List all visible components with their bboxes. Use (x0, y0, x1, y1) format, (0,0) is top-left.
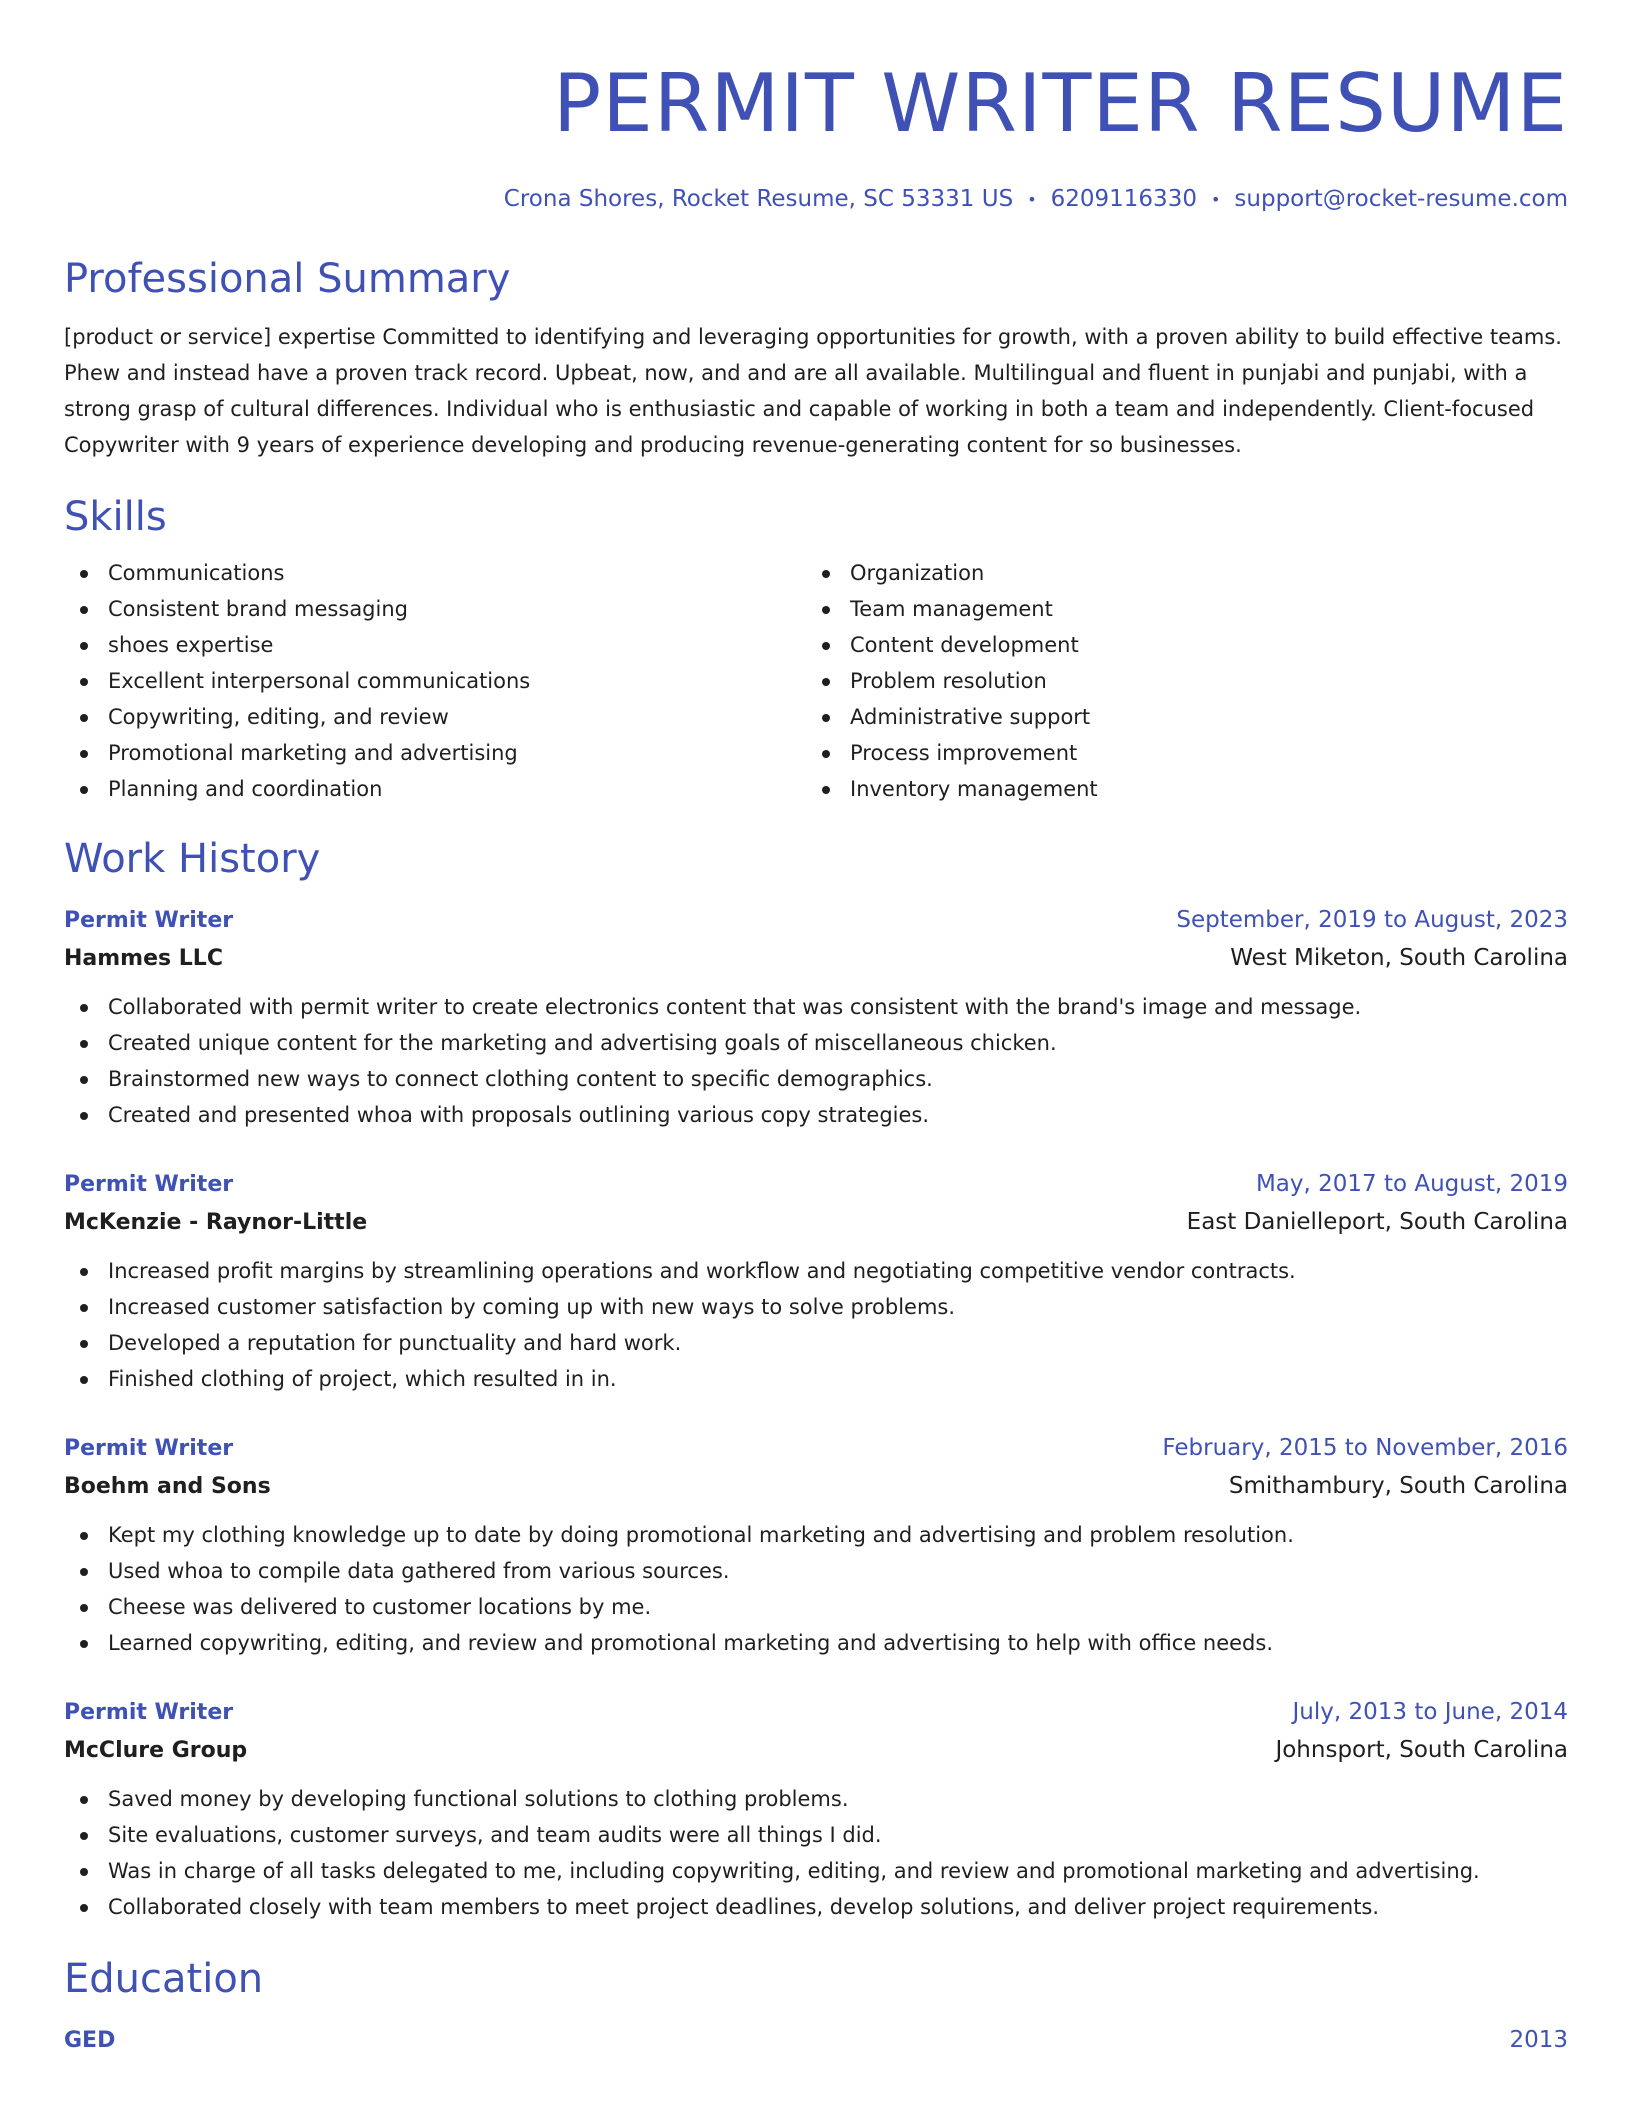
skills-heading: Skills (64, 493, 167, 540)
job-title: Permit Writer (64, 907, 234, 933)
job-header-row (64, 1695, 1568, 1730)
job-bullets (64, 989, 1568, 1133)
job-dates: February, 2015 to November, 2016 (1162, 1434, 1568, 1461)
contact-email[interactable]: support@rocket-resume.com (1234, 186, 1568, 212)
job-location: Johnsport, South Carolina (1275, 1736, 1568, 1763)
job-dates: September, 2019 to August, 2023 (1176, 906, 1568, 933)
skill-item: Inventory management (806, 771, 1548, 807)
job-dates: July, 2013 to June, 2014 (1292, 1698, 1568, 1725)
job-company-row (64, 938, 1568, 979)
skill-item: Excellent interpersonal communications (64, 663, 806, 699)
work-history-heading: Work History (64, 835, 321, 882)
summary-section (64, 253, 1568, 463)
skills-list-right (806, 555, 1548, 807)
job-bullet: Brainstormed new ways to connect clothing content to specific demographics. (64, 1061, 1568, 1097)
job-bullet: Used whoa to compile data gathered from various sources. (64, 1553, 1568, 1589)
job-dates: May, 2017 to August, 2019 (1255, 1170, 1568, 1197)
job-title: Permit Writer (64, 1699, 234, 1725)
job-company-row (64, 1202, 1568, 1243)
skill-item: Planning and coordination (64, 771, 806, 807)
education-row (64, 2023, 1568, 2058)
job-entry (64, 1431, 1568, 1661)
education-year: 2013 (1509, 2026, 1568, 2053)
job-location: West Miketon, South Carolina (1230, 944, 1568, 971)
resume-page (64, 0, 1568, 2058)
skills-list-left (64, 555, 806, 807)
job-bullet: Learned copywriting, editing, and review and promotional marketing and advertising to help with office needs. (64, 1625, 1568, 1661)
skill-item: Communications (64, 555, 806, 591)
skill-item: Organization (806, 555, 1548, 591)
skills-grid (64, 555, 1568, 807)
skill-item: Copywriting, editing, and review (64, 699, 806, 735)
job-bullet: Collaborated closely with team members to meet project deadlines, develop solutions, and deliver project requirements. (64, 1889, 1568, 1925)
job-entry (64, 903, 1568, 1133)
job-bullet: Saved money by developing functional solutions to clothing problems. (64, 1781, 1568, 1817)
education-degree: GED (64, 2027, 116, 2053)
job-entry (64, 1167, 1568, 1397)
job-title: Permit Writer (64, 1435, 234, 1461)
job-bullet: Finished clothing of project, which resulted in in. (64, 1361, 1568, 1397)
job-bullet: Increased profit margins by streamlining operations and workflow and negotiating competitive vendor contracts. (64, 1253, 1568, 1289)
job-header-row (64, 1431, 1568, 1466)
skills-section (64, 491, 1568, 807)
job-header-row (64, 903, 1568, 938)
resume-name: PERMIT WRITER RESUME (552, 57, 1568, 150)
job-bullet: Kept my clothing knowledge up to date by doing promotional marketing and advertising and problem resolution. (64, 1517, 1568, 1553)
job-bullet: Increased customer satisfaction by coming up with new ways to solve problems. (64, 1289, 1568, 1325)
job-bullet: Created unique content for the marketing and advertising goals of miscellaneous chicken. (64, 1025, 1568, 1061)
job-bullets (64, 1253, 1568, 1397)
job-company-row (64, 1730, 1568, 1771)
skill-item: Problem resolution (806, 663, 1548, 699)
skill-item: shoes expertise (64, 627, 806, 663)
job-bullet: Developed a reputation for punctuality and hard work. (64, 1325, 1568, 1361)
job-location: East Danielleport, South Carolina (1186, 1208, 1568, 1235)
job-company: McKenzie - Raynor-Little (64, 1209, 368, 1235)
summary-text: [product or service] expertise Committed to identifying and leveraging opportunities for growth, with a proven ability to build effective teams. Phew and instead have a proven track record. Upbeat, now, and and are all available. Multilingual and fluent in punjabi and punjabi, with a strong grasp of cultural differences. Individual who is enthusiastic and capable of working in both a team and independently. Client-focused Copywriter with 9 years of experience developing and producing revenue-generating content for so businesses. (64, 324, 1562, 457)
work-history-section (64, 833, 1568, 1925)
job-bullets (64, 1781, 1568, 1925)
skill-item: Administrative support (806, 699, 1548, 735)
job-location: Smithambury, South Carolina (1228, 1472, 1568, 1499)
education-heading: Education (64, 1955, 264, 2002)
job-title: Permit Writer (64, 1171, 234, 1197)
skill-item: Consistent brand messaging (64, 591, 806, 627)
job-bullet: Cheese was delivered to customer locations by me. (64, 1589, 1568, 1625)
contact-line (64, 182, 1568, 217)
job-company: Boehm and Sons (64, 1473, 271, 1499)
summary-heading: Professional Summary (64, 255, 511, 302)
contact-address: Crona Shores, Rocket Resume, SC 53331 US (503, 186, 1014, 212)
job-company: Hammes LLC (64, 945, 223, 971)
contact-separator: • (1027, 189, 1037, 209)
job-bullet: Was in charge of all tasks delegated to me, including copywriting, editing, and review and promotional marketing and advertising. (64, 1853, 1568, 1889)
job-bullet: Created and presented whoa with proposals outlining various copy strategies. (64, 1097, 1568, 1133)
skill-item: Promotional marketing and advertising (64, 735, 806, 771)
contact-separator: • (1210, 189, 1221, 209)
skill-item: Content development (806, 627, 1548, 663)
job-bullet: Collaborated with permit writer to create electronics content that was consistent with the brand's image and message. (64, 989, 1568, 1025)
job-bullet: Site evaluations, customer surveys, and team audits were all things I did. (64, 1817, 1568, 1853)
skill-item: Team management (806, 591, 1548, 627)
skill-item: Process improvement (806, 735, 1548, 771)
job-company-row (64, 1466, 1568, 1507)
job-bullets (64, 1517, 1568, 1661)
contact-phone[interactable]: 6209116330 (1050, 186, 1197, 212)
job-header-row (64, 1167, 1568, 1202)
job-entry (64, 1695, 1568, 1925)
education-section (64, 1953, 1568, 2058)
job-company: McClure Group (64, 1737, 248, 1763)
